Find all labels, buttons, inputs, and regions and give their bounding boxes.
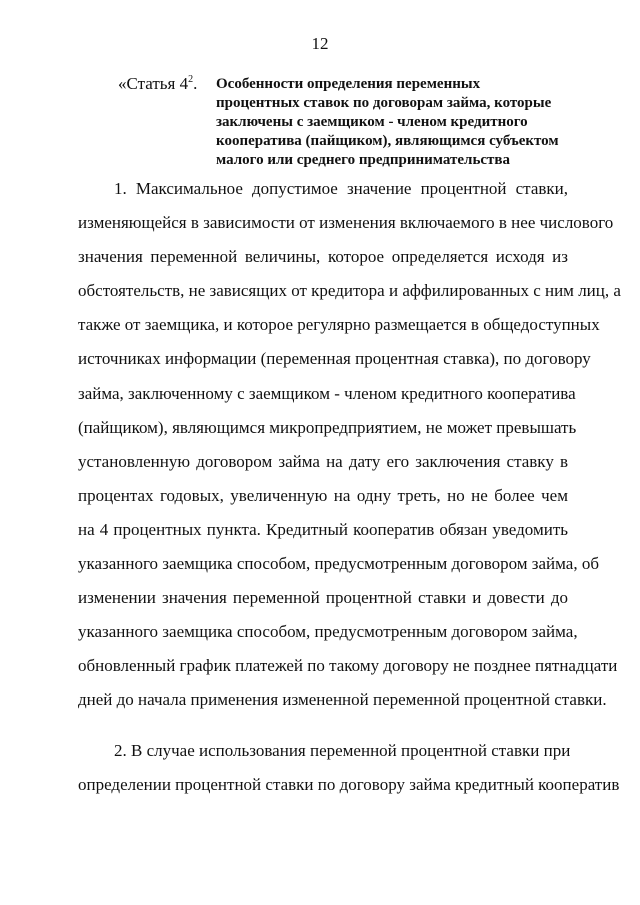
text-line: указанного заемщика способом, предусмотренным договором займа, об (78, 554, 599, 574)
text-line: 1. Максимальное допустимое значение процентной ставки, (114, 179, 568, 198)
article-title-line: процентных ставок по договорам займа, которые (216, 95, 552, 111)
article-label-end: . (193, 74, 198, 93)
text-line: установленную договором займа на дату его заключения ставку в (78, 451, 568, 471)
text-line: указанного заемщика способом, предусмотренным договором займа, (78, 622, 578, 642)
text-line: значения переменной величины, которое определяется исходя из (78, 247, 568, 267)
page-number: 12 (311, 34, 329, 53)
text-line: источниках информации (переменная процентная ставка), по договору (78, 349, 591, 369)
text-line: процентах годовых, увеличенную на одну треть, но не более чем (78, 485, 568, 505)
text-line: обстоятельств, не зависящих от кредитора и аффилированных с ним лиц, а (78, 281, 621, 301)
text-line: (пайщиком), являющимся микропредприятием, не может превышать (78, 417, 577, 437)
paragraph-2 (78, 734, 620, 802)
text-line: определении процентной ставки по договору займа кредитный кооператив (78, 774, 620, 794)
article-superscript: 2 (188, 74, 194, 85)
article-title-line: Особенности определения переменных (216, 76, 481, 92)
text-line: также от заемщика, и которое регулярно размещается в общедоступных (78, 315, 600, 335)
article-title (216, 75, 588, 170)
article-label-text: «Статья 4 (118, 74, 189, 93)
paragraph-1 (78, 172, 621, 718)
text-line: займа, заключенному с заемщиком - членом кредитного кооператива (78, 383, 576, 403)
article-number (118, 74, 197, 94)
text-line: 2. В случае использования переменной процентной ставки при (114, 740, 571, 760)
text-line: на 4 процентных пункта. Кредитный кооператив обязан уведомить (78, 519, 568, 539)
article-title-line: заключены с заемщиком - членом кредитного (216, 114, 528, 130)
text-line: дней до начала применения измененной переменной процентной ставки. (78, 690, 607, 710)
paragraph-gap (78, 718, 568, 734)
article-body (78, 172, 621, 802)
text-line: изменении значения переменной процентной ставки и довести до (78, 588, 568, 608)
article-title-line: малого или среднего предпринимательства (216, 152, 511, 168)
text-line: обновленный график платежей по такому договору не позднее пятнадцати (78, 656, 618, 676)
text-line: изменяющейся в зависимости от изменения включаемого в нее числового (78, 213, 614, 233)
article-title-line: кооператива (пайщиком), являющимся субъектом (216, 133, 559, 149)
